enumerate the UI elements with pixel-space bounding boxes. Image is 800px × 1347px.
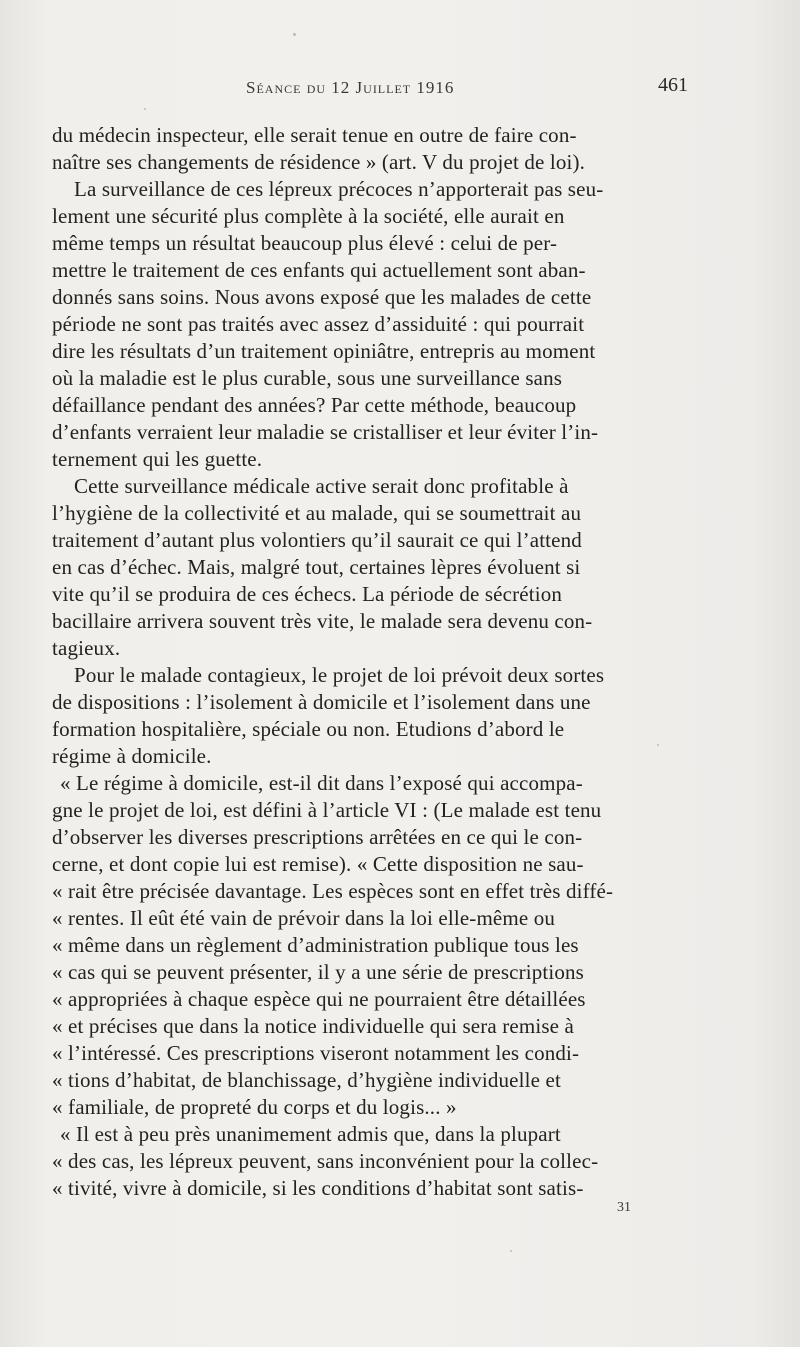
text-line: « cas qui se peuvent présenter, il y a une série de prescriptions xyxy=(52,960,584,984)
text-line: gne le projet de loi, est défini à l’article VI : (Le malade est tenu xyxy=(52,798,602,822)
text-line: Pour le malade contagieux, le projet de loi prévoit deux sortes xyxy=(74,663,605,687)
page-header xyxy=(0,74,800,104)
text-line: La surveillance de ces lépreux précoces n’apporterait pas seu- xyxy=(74,177,604,201)
text-line: Cette surveillance médicale active serait donc profitable à xyxy=(74,474,569,498)
text-line: « tivité, vivre à domicile, si les conditions d’habitat sont satis- xyxy=(52,1176,584,1200)
text-line: tagieux. xyxy=(52,636,121,660)
text-line: « appropriées à chaque espèce qui ne pourraient être détaillées xyxy=(52,987,586,1011)
text-line: où la maladie est le plus curable, sous une surveillance sans xyxy=(52,366,563,390)
page-number: 461 xyxy=(658,74,688,96)
text-line: cerne, et dont copie lui est remise). « Cette disposition ne sau- xyxy=(52,852,584,876)
text-line: « l’intéressé. Ces prescriptions viseront notamment les condi- xyxy=(52,1041,580,1065)
text-line: « tions d’habitat, de blanchissage, d’hygiène individuelle et xyxy=(52,1068,561,1092)
text-line: régime à domicile. xyxy=(52,744,212,768)
text-line: ternement qui les guette. xyxy=(52,447,263,471)
paper-speck xyxy=(510,1250,512,1252)
text-line: lement une sécurité plus complète à la société, elle aurait en xyxy=(52,204,565,228)
text-line: défaillance pendant des années? Par cette méthode, beaucoup xyxy=(52,393,577,417)
text-line: « rentes. Il eût été vain de prévoir dans la loi elle-même ou xyxy=(52,906,556,930)
text-line: « familiale, de propreté du corps et du logis... » xyxy=(52,1095,457,1119)
text-line: donnés sans soins. Nous avons exposé que les malades de cette xyxy=(52,285,592,309)
text-line: naître ses changements de résidence » (art. V du projet de loi). xyxy=(52,150,586,174)
paper-speck xyxy=(293,33,296,36)
paper-speck xyxy=(144,108,146,110)
text-line: « Le régime à domicile, est-il dit dans l’exposé qui accompa- xyxy=(60,771,583,795)
text-line: vite qu’il se produira de ces échecs. La période de sécrétion xyxy=(52,582,563,606)
text-line: « des cas, les lépreux peuvent, sans inconvénient pour la collec- xyxy=(52,1149,599,1173)
text-line: du médecin inspecteur, elle serait tenue en outre de faire con- xyxy=(52,123,577,147)
paper-speck xyxy=(657,744,659,746)
text-line: « et précises que dans la notice individuelle qui sera remise à xyxy=(52,1014,575,1038)
text-line: bacillaire arrivera souvent très vite, le malade sera devenu con- xyxy=(52,609,593,633)
text-line: formation hospitalière, spéciale ou non. Etudions d’abord le xyxy=(52,717,565,741)
signature-mark: 31 xyxy=(617,1200,631,1215)
text-line: mettre le traitement de ces enfants qui actuellement sont aban- xyxy=(52,258,586,282)
running-title: Séance du 12 Juillet 1916 xyxy=(246,78,455,97)
text-line: même temps un résultat beaucoup plus élevé : celui de per- xyxy=(52,231,558,255)
text-line: de dispositions : l’isolement à domicile et l’isolement dans une xyxy=(52,690,591,714)
text-line: en cas d’échec. Mais, malgré tout, certaines lèpres évoluent si xyxy=(52,555,581,579)
text-line: d’observer les diverses prescriptions arrêtées en ce qui le con- xyxy=(52,825,583,849)
text-line: « Il est à peu près unanimement admis que, dans la plupart xyxy=(60,1122,561,1146)
text-line: « même dans un règlement d’administration publique tous les xyxy=(52,933,579,957)
text-line: d’enfants verraient leur maladie se cristalliser et leur éviter l’in- xyxy=(52,420,599,444)
text-line: traitement d’autant plus volontiers qu’il saurait ce qui l’attend xyxy=(52,528,582,552)
text-line: l’hygiène de la collectivité et au malade, qui se soumettrait au xyxy=(52,501,582,525)
text-line: « rait être précisée davantage. Les espèces sont en effet très diffé- xyxy=(52,879,614,903)
text-line: période ne sont pas traités avec assez d’assiduité : qui pourrait xyxy=(52,312,585,336)
text-line: dire les résultats d’un traitement opiniâtre, entrepris au moment xyxy=(52,339,596,363)
